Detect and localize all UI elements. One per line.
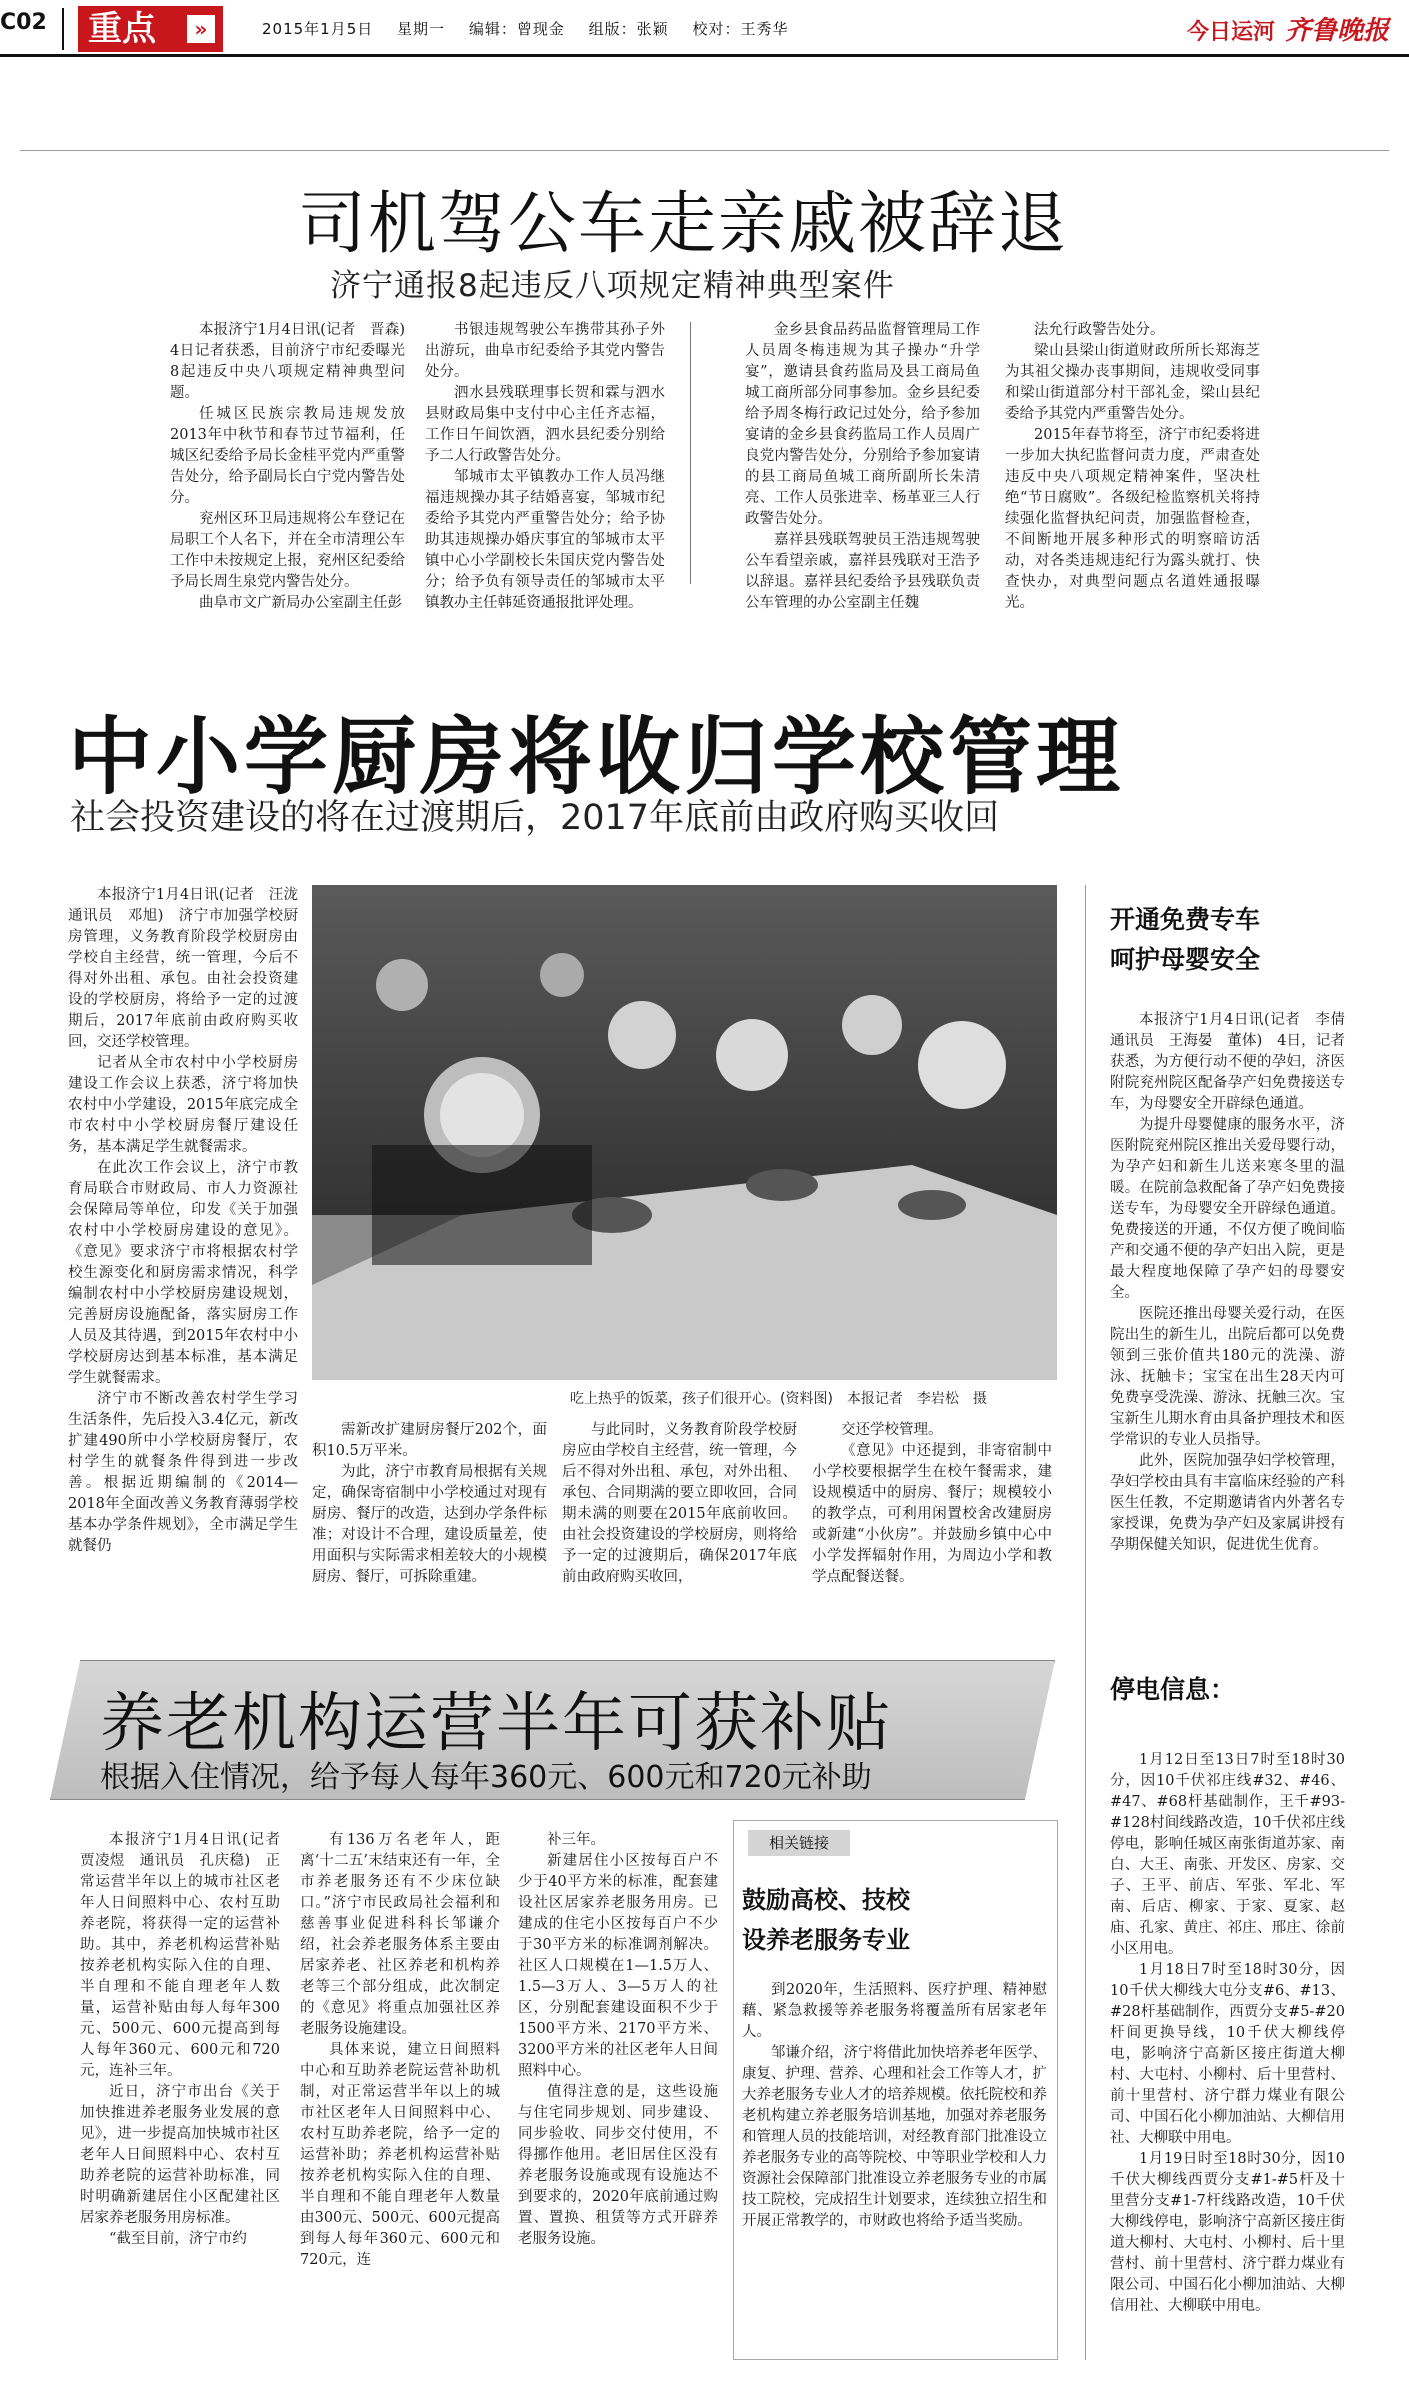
- paragraph: 补三年。: [547, 1832, 605, 1848]
- paragraph: 任城区民族宗教局违规发放2013年中秋节和春节过节福利，任城区纪委给予局长金桂平党内严重警告处分，给予副局长白宁党内警告处分。: [170, 406, 405, 506]
- paragraph: 邹城市太平镇教办工作人员冯继福违规操办其子结婚喜宴，邹城市纪委给予其党内严重警告处分；给予协助其违规操办婚庆事宜的邹城市太平镇中心小学副校长朱国庆党内警告处分；给予负有领导责任的邹城市太平镇教办主任韩延资通报批评处理。: [425, 469, 665, 611]
- power-outage-heading: 停电信息：: [1110, 1675, 1236, 1704]
- story1-col-2: [425, 320, 665, 611]
- thin-rule: [20, 150, 1389, 151]
- story3-col-3: [518, 1830, 718, 2365]
- headline-line: 呵护母婴安全: [1110, 945, 1261, 974]
- issue-date: 2015年1月5日: [262, 20, 374, 38]
- paragraph: 1月18日7时至18时30分，因10千伏大柳线大屯分支#6、#13、#28杆基础制作，西贾分支#5-#20杆间更换导线，10千伏大柳线停电，影响济宁高新区接庄街道大柳村、大屯村、小柳村、后十里营村、前十里营村、济宁群力煤业有限公司、中国石化小柳加油站、大柳信用社、大柳联中用电。: [1110, 1962, 1345, 2146]
- paragraph: 在此次工作会议上，济宁市教育局联合市财政局、市人力资源社会保障局等单位，印发《关于加强农村中小学校厨房建设的意见》。《意见》要求济宁市将根据农村学校生源变化和厨房需求情况，科学编制农村中小学校厨房建设规划，完善厨房设施配备，落实厨房工作人员及其待遇，到2015年农村中小学校厨房达到基本标准，基本满足学生就餐需求。: [68, 1160, 298, 1386]
- paper-logo: 齐鲁晚报: [1284, 16, 1389, 46]
- page-number: C02: [0, 10, 47, 35]
- paragraph: 济宁市不断改善农村学生学习生活条件，先后投入3.4亿元，新改扩建490所中小学校厨房餐厅，农村学生的就餐条件得到进一步改善。根据近期编制的《2014—2018年全面改善义务教育薄弱学校基本办学条件规划》，全市满足学生就餐仍: [68, 1391, 298, 1554]
- story1-col-1: [170, 320, 420, 611]
- paragraph: 邹谦介绍，济宁将借此加快培养老年医学、康复、护理、营养、心理和社会工作等人才，扩大养老服务专业人才的培养规模。依托院校和养老机构建立养老服务培训基地，加强对养老服务和管理人员的技能培训，对经教育部门批准设立养老服务专业的高等院校、中等职业学校和人力资源社会保障部门批准设立养老服务专业的市属技工院校，完成招生计划要求，连续独立招生和开展正常教学的，市财政也将给予适当奖励。: [742, 2045, 1047, 2229]
- paragraph: 2015年春节将至，济宁市纪委将进一步加大执纪监督问责力度，严肃查处违反中央八项规定精神案件，坚决杜绝“节日腐败”。各级纪检监察机关将持续强化监督执纪问责，加强监督检查，不间断地开展多种形式的明察暗访活动，对各类违规违纪行为露头就打、快查快办，对典型问题点名道姓通报曝光。: [1005, 427, 1260, 611]
- paragraph: 本报济宁1月4日讯(记者 汪泷 通讯员 邓旭) 济宁市加强学校厨房管理，义务教育阶段学校厨房由学校自主经营，统一管理，今后不得对外出租、承包。由社会投资建设的学校厨房，将给予一定的过渡期后，2017年底前由政府购买收回，交还学校管理。: [68, 887, 313, 1050]
- related-link-body: [742, 1980, 1047, 2355]
- paragraph: 泗水县残联理事长贺和霖与泗水县财政局集中支付中心主任齐志福，工作日午间饮酒，泗水县纪委分别给予二人行政警告处分。: [425, 385, 665, 464]
- paragraph: 到2020年，生活照料、医疗护理、精神慰藉、紧急救援等养老服务将覆盖所有居家老年人。: [742, 1982, 1047, 2040]
- paragraph: 1月12日至13日7时至18时30分，因10千伏祁庄线#32、#46、#47、#68杆基础制作，王千#93-#128村间线路改造，10千伏祁庄线停电，影响任城区南张街道苏家、南白、大王、南张、开发区、房家、交子、王平、前店、军张、军北、军南、后店、柳家、于家、夏家、赵庙、孔家、黄庄、祁庄、邢庄、徐前小区用电。: [1110, 1752, 1345, 1957]
- paragraph: 本报济宁1月4日讯(记者 李倩 通讯员 王海晏 董体) 4日，记者获悉，为方便行动不便的孕妇，济医附院兖州院区配备孕产妇免费接送专车，为母婴安全开辟绿色通道。: [1110, 1012, 1360, 1112]
- masthead: [1187, 10, 1389, 47]
- paragraph: 法允行政警告处分。: [1034, 322, 1165, 338]
- story2-col-3: [562, 1420, 797, 1620]
- story2-photo: [312, 885, 1057, 1380]
- story2-col-1: [68, 885, 313, 1625]
- layout-credit: 组版：张颖: [588, 20, 669, 38]
- paragraph: 记者从全市农村中小学校厨房建设工作会议上获悉，济宁将加快农村中小学建设，2015年底完成全市农村中小学校厨房餐厅建设任务，基本满足学生就餐需求。: [68, 1055, 298, 1155]
- paragraph: 医院还推出母婴关爱行动，在医院出生的新生儿，出院后都可以免费领到三张价值共180元的洗澡、游泳、抚触卡；宝宝在出生28天内可免费享受洗澡、游泳、抚触三次。宝宝新生儿期水育由具备护理技术和医学常识的专业人员指导。: [1110, 1306, 1345, 1448]
- story1-subhead: 济宁通报8起违反八项规定精神典型案件: [330, 268, 895, 304]
- paragraph: 《意见》中还提到，非寄宿制中小学校要根据学生在校午餐需求，建设规模适中的厨房、餐厅；规模较小的教学点，可利用闲置校舍改建厨房或新建“小伙房”。并鼓励乡镇中心中小学发挥辐射作用，为周边小学和教学点配餐送餐。: [812, 1443, 1052, 1585]
- story2-headline: 中小学厨房将收归学校管理: [68, 708, 1125, 806]
- sidebar1-headline: [1110, 900, 1260, 980]
- paragraph: 需新改扩建厨房餐厅202个，面积10.5万平米。: [312, 1422, 547, 1459]
- story3-headline: 养老机构运营半年可获补贴: [100, 1687, 892, 1761]
- story1-headline: 司机驾公车走亲戚被辞退: [298, 185, 1069, 264]
- story3-subhead: 根据入住情况，给予每人每年360元、600元和720元补助: [100, 1760, 872, 1795]
- paragraph: 值得注意的是，这些设施与住宅同步规划、同步建设、同步验收、同步交付使用，不得挪作他用。老旧居住区没有养老服务设施或现有设施达不到要求的，2020年底前通过购置、置换、租赁等方式开辟养老服务设施。: [518, 2084, 718, 2247]
- paragraph: 此外，医院加强孕妇学校管理，孕妇学校由具有丰富临床经验的产科医生任教，不定期邀请省内外著名专家授课，免费为孕产妇及家属讲授有孕期保健关知识，促进优生优育。: [1110, 1453, 1345, 1553]
- paragraph: 与此同时，义务教育阶段学校厨房应由学校自主经营，统一管理，今后不得对外出租、承包，对外出租、承包、合同期满的要立即收回，合同期未满的则要在2015年底前收回。由社会投资建设的学校厨房，则将给予一定的过渡期后，确保2017年底前由政府购买收回，: [562, 1422, 797, 1585]
- chevron-right-icon: »: [187, 15, 215, 43]
- issue-meta: [262, 18, 806, 39]
- photo-placeholder: [312, 885, 1057, 1380]
- paragraph: 为提升母婴健康的服务水平，济医附院兖州院区推出关爱母婴行动，为孕产妇和新生儿送来寒冬里的温暖。在院前急救配备了孕产妇免费接送专车，为母婴安全开辟绿色通道。免费接送的开通，不仅方便了晚间临产和交通不便的孕产妇出入院，更是最大程度地保障了孕产妇的母婴安全。: [1110, 1117, 1345, 1301]
- related-link-tag: 相关链接: [748, 1830, 850, 1856]
- photo-caption: 吃上热乎的饭菜，孩子们很开心。(资料图) 本报记者 李岩松 摄: [570, 1391, 987, 1407]
- section-tag: [78, 6, 223, 52]
- header-divider: [62, 8, 64, 50]
- header-rule: [0, 54, 1409, 57]
- paragraph: 1月19日时至18时30分，因10千伏大柳线西贾分支#1-#5杆及十里营分支#1-7杆线路改造，10千伏大柳线停电，影响济宁高新区接庄街道大柳村、大屯村、小柳村、后十里营村、前十里营村、济宁群力煤业有限公司、中国石化小柳加油站、大柳信用社、大柳联中用电。: [1110, 2151, 1345, 2314]
- story3-col-2: [300, 1830, 500, 2365]
- story1-col-3: [745, 320, 980, 611]
- paragraph: 为此，济宁市教育局根据有关规定，确保寄宿制中小学校通过对现有厨房、餐厅的改造，达到办学条件标准；对设计不合理，建设质量差，使用面积与实际需求相差较大的小规模厨房、餐厅，可拆除重建。: [312, 1464, 547, 1585]
- section-label: 重点: [88, 9, 156, 49]
- paragraph: 兖州区环卫局违规将公车登记在局职工个人名下，并在全市清理公车工作中未按规定上报，兖州区纪委给予局长周生泉党内警告处分。: [170, 511, 405, 590]
- story2-col-4: [812, 1420, 1052, 1620]
- paragraph: 有136万名老年人，距离‘十二五’末结束还有一年，全市养老服务还有不少床位缺口。”济宁市民政局社会福利和慈善事业促进科科长邹谦介绍，社会养老服务体系主要由居家养老、社区养老和机构养老等三个部分组成，此次制定的《意见》将重点加强社区养老服务设施建设。: [300, 1832, 500, 2037]
- headline-line: 设养老服务专业: [742, 1926, 910, 1954]
- paragraph: 梁山县梁山街道财政所所长郑海芝为其祖父操办丧事期间，违规收受同事和梁山街道部分村干部礼金，梁山县纪委给予其党内严重警告处分。: [1005, 343, 1260, 422]
- column-name: 今日运河: [1186, 20, 1275, 45]
- paragraph: 交还学校管理。: [841, 1422, 943, 1438]
- paragraph: 新建居住小区按每百户不少于40平方米的标准，配套建设社区居家养老服务用房。已建成的住宅小区按每百户不少于30平方米的标准调剂解决。社区人口规模在1—1.5万人、1.5—3万人、3—5万人的社区，分别配套建设面积不少于1500平方米、2170平方米、3200平方米的社区老年人日间照料中心。: [518, 1853, 718, 2079]
- story2-col-2: [312, 1420, 547, 1620]
- headline-line: 鼓励高校、技校: [742, 1886, 910, 1914]
- paragraph: 近日，济宁市出台《关于加快推进养老服务业发展的意见》，进一步提高加快城市社区老年人日间照料中心、农村互助养老院的运营补助标准，同时明确新建居住小区配建社区居家养老服务用房标准。: [80, 2084, 280, 2226]
- sidebar-divider: [1085, 885, 1086, 2360]
- story1-col-4: [1005, 320, 1260, 611]
- paragraph: 书银违规驾驶公车携带其孙子外出游玩，曲阜市纪委给予其党内警告处分。: [425, 322, 665, 380]
- issue-weekday: 星期一: [397, 20, 446, 38]
- sidebar1-body: [1110, 1010, 1360, 1640]
- paragraph: 金乡县食品药品监督管理局工作人员周冬梅违规为其子操办“升学宴”，邀请县食药监局及县工商局鱼城工商所部分同事参加。金乡县纪委给予周冬梅行政记过处分，给予参加宴请的金乡县食药监局工作人员周广良党内警告处分，分别给予参加宴请的县工商局鱼城工商所副所长朱清亮、工作人员张进幸、杨革亚三人行政警告处分。: [745, 322, 980, 527]
- paragraph: “截至目前，济宁市约: [109, 2231, 247, 2247]
- paragraph: 具体来说，建立日间照料中心和互助养老院运营补助机制，对正常运营半年以上的城市社区老年人日间照料中心、农村互助养老院，给予一定的运营补助；养老机构运营补贴按养老机构实际入住的自理、半自理和不能自理老年人数量由300元、500元、600元提高到每人每年360元、600元和720元，连: [300, 2042, 500, 2268]
- paragraph: 曲阜市文广新局办公室副主任彭: [199, 595, 402, 611]
- column-divider: [690, 322, 691, 584]
- paragraph: 本报济宁1月4日讯(记者 贾凌煜 通讯员 孔庆稳) 正常运营半年以上的城市社区老年人日间照料中心、农村互助养老院，将获得一定的运营补助。其中，养老机构运营补贴按养老机构实际入住的自理、半自理和不能自理老年人数量，运营补贴由每人每年300元、500元、600元提高到每人每年360元、600元和720元，连补三年。: [80, 1832, 295, 2079]
- paragraph: 嘉祥县残联驾驶员王浩违规驾驶公车看望亲戚，嘉祥县残联对王浩予以辞退。嘉祥县纪委给予县残联负责公车管理的办公室副主任魏: [745, 532, 980, 611]
- proof-credit: 校对：王秀华: [692, 20, 789, 38]
- related-link-headline: [742, 1880, 910, 1960]
- headline-line: 开通免费专车: [1110, 905, 1261, 934]
- paragraph: 本报济宁1月4日讯(记者 晋森) 4日记者获悉，目前济宁市纪委曝光8起违反中央八项规定精神典型问题。: [170, 322, 420, 401]
- editor-credit: 编辑：曾现金: [468, 20, 565, 38]
- story3-col-1: [80, 1830, 295, 2365]
- power-outage-body: [1110, 1750, 1345, 2360]
- story2-subhead: 社会投资建设的将在过渡期后，2017年底前由政府购买收回: [70, 798, 1000, 838]
